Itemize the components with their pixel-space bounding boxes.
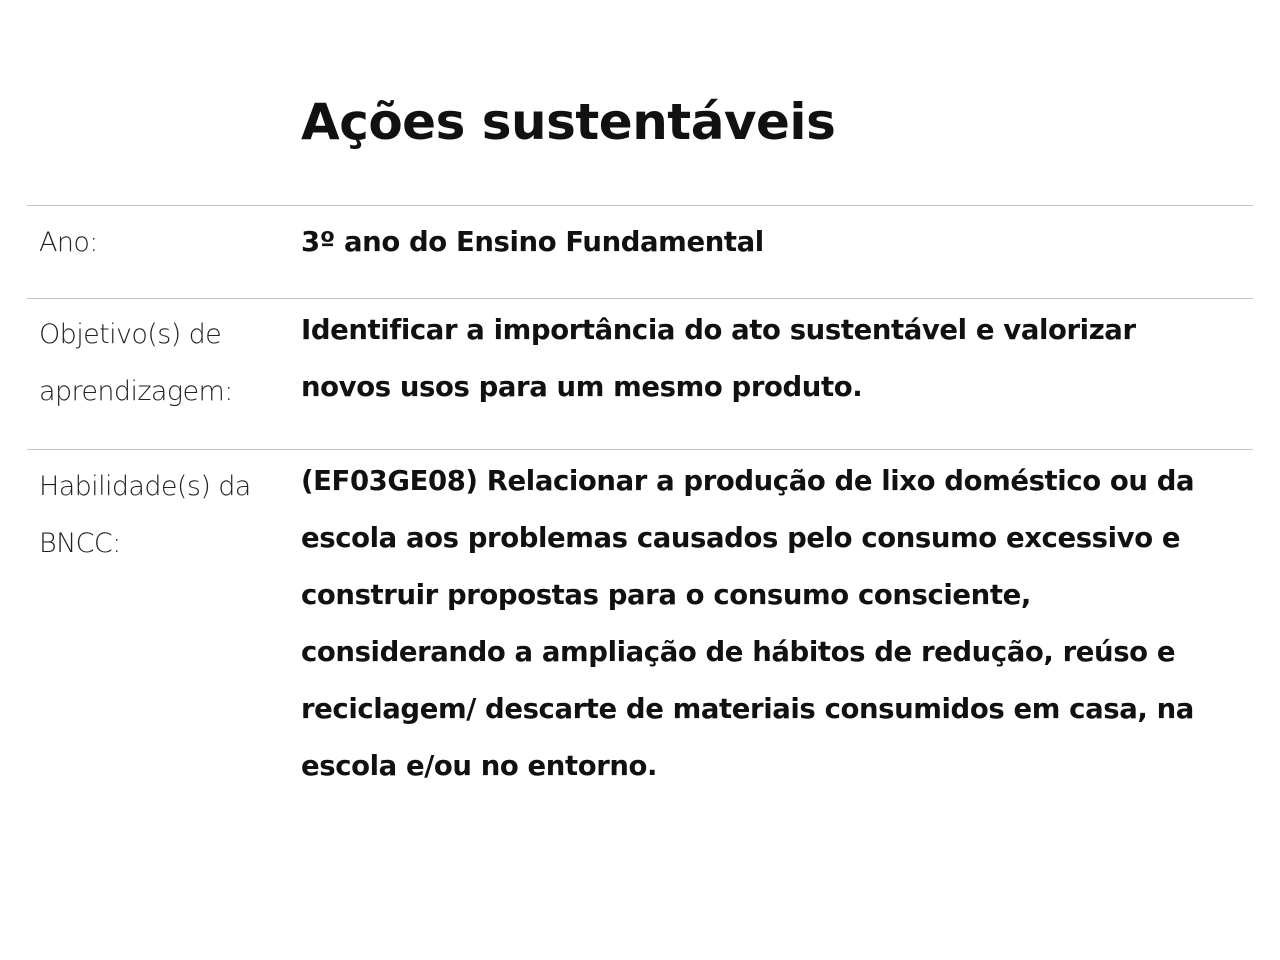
objetivo-value-line: novos usos para um mesmo produto. <box>301 371 863 403</box>
habilidade-value-line: reciclagem/ descarte de materiais consumidos em casa, na <box>301 693 1194 725</box>
objetivo-value-line: Identificar a importância do ato sustentável e valorizar <box>301 314 1136 346</box>
habilidade-value-line: construir propostas para o consumo consciente, <box>301 579 1031 611</box>
habilidade-label-line: Habilidade(s) da <box>39 471 251 502</box>
ano-label-line: Ano: <box>39 227 98 258</box>
habilidade-value-line: escola aos problemas causados pelo consumo excessivo e <box>301 522 1181 554</box>
objetivo-label-line: Objetivo(s) de <box>39 319 222 350</box>
habilidade-label-line: BNCC: <box>39 528 121 559</box>
habilidade-value <box>301 450 1253 809</box>
objetivo-label <box>27 299 301 449</box>
habilidade-value-line: considerando a ampliação de hábitos de redução, reúso e <box>301 636 1176 668</box>
habilidade-value-line: (EF03GE08) Relacionar a produção de lixo doméstico ou da <box>301 465 1195 497</box>
row-objetivo <box>27 298 1253 449</box>
lesson-info-table <box>27 205 1253 809</box>
row-ano <box>27 205 1253 298</box>
habilidade-value-line: escola e/ou no entorno. <box>301 750 658 782</box>
habilidade-label <box>27 450 301 809</box>
objetivo-value <box>301 299 1253 449</box>
row-habilidade <box>27 449 1253 809</box>
ano-label <box>27 206 301 298</box>
document-title: Ações sustentáveis <box>301 93 836 151</box>
ano-value <box>301 206 1253 298</box>
objetivo-label-line: aprendizagem: <box>39 376 233 407</box>
ano-value-line: 3º ano do Ensino Fundamental <box>301 226 764 258</box>
